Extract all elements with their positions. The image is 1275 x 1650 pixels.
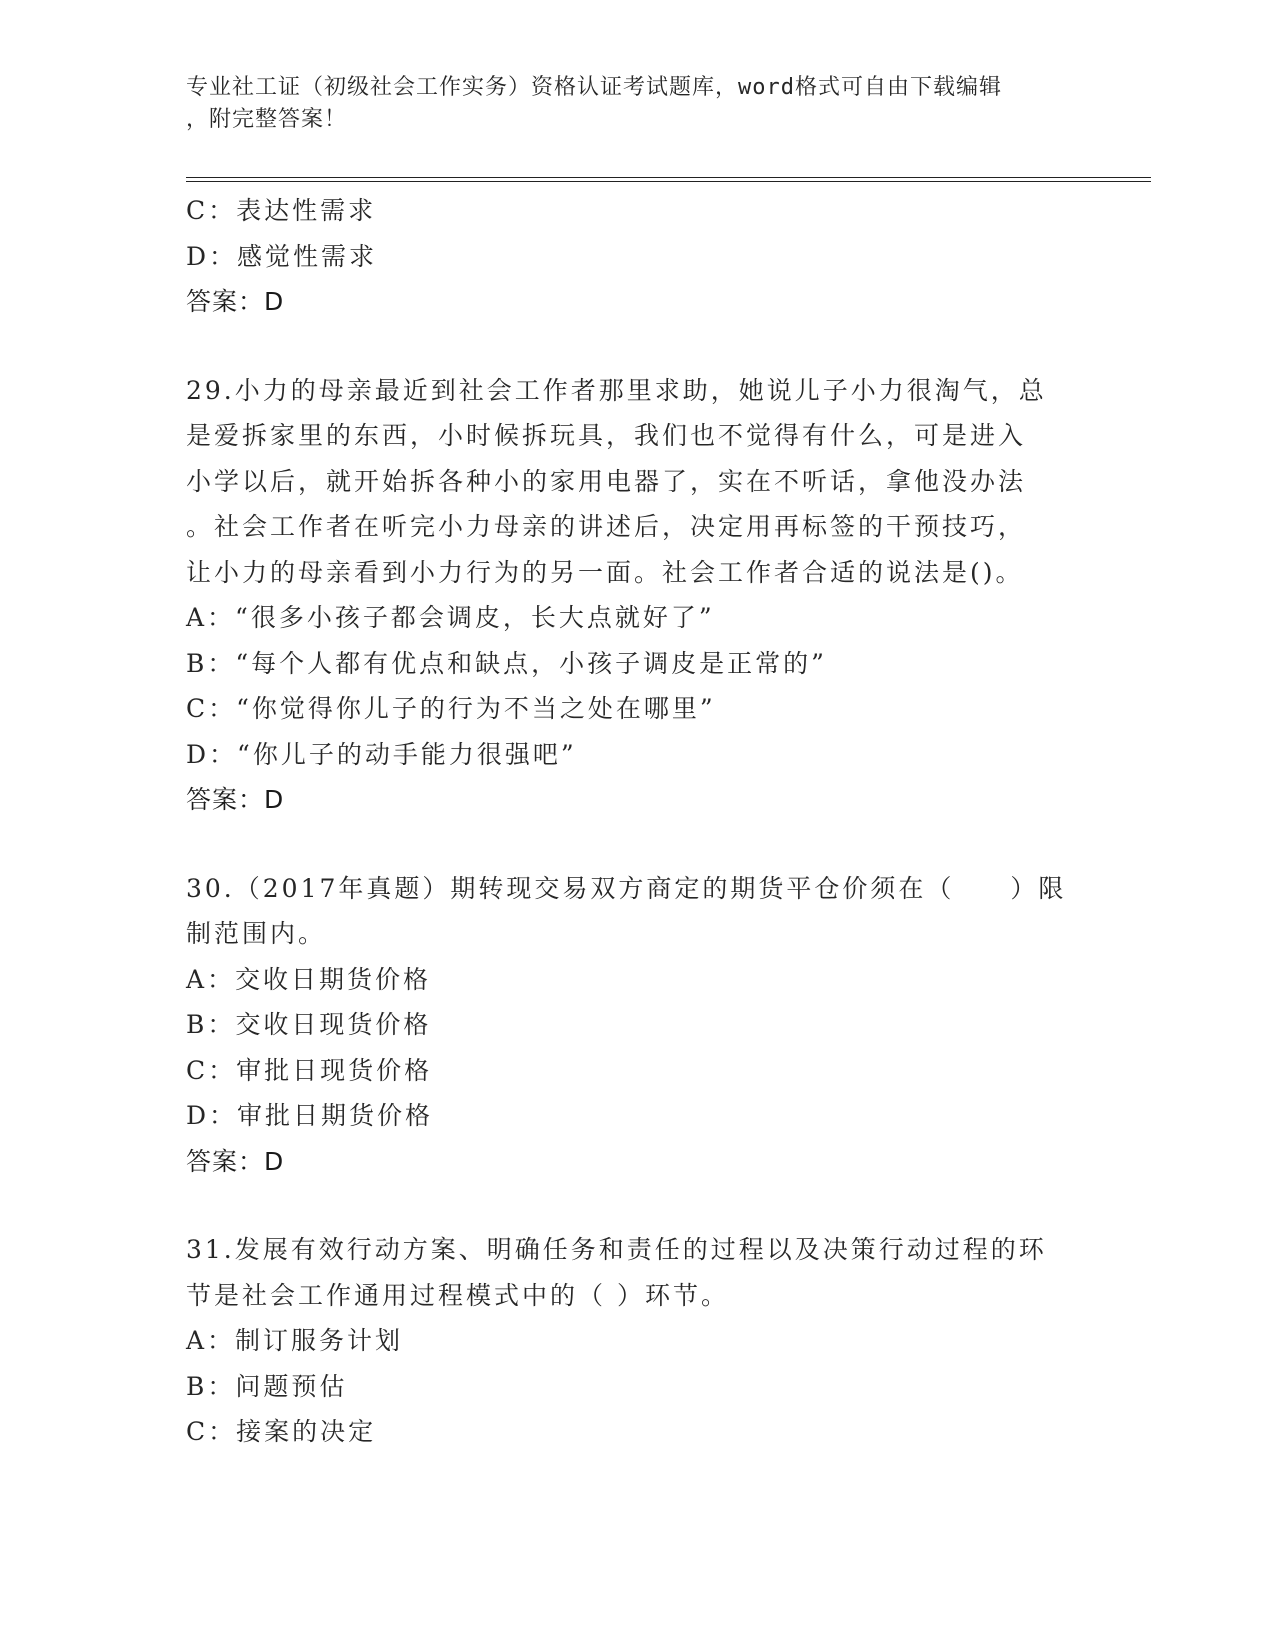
question-29-stem-line: 小学以后，就开始拆各种小的家用电器了，实在不听话，拿他没办法: [186, 466, 1027, 496]
question-28-tail: [186, 188, 1086, 325]
question-29-stem-line: 。社会工作者在听完小力母亲的讲述后，决定用再标签的干预技巧，: [186, 512, 1027, 541]
question-29-answer: 答案：D: [186, 785, 285, 814]
question-29-option-d: D：“你儿子的动手能力很强吧”: [186, 739, 577, 769]
question-28-answer: 答案：D: [186, 287, 285, 316]
question-list: [186, 188, 1086, 1455]
question-30-option-b: B：交收日现货价格: [186, 1010, 432, 1039]
question-29-option-a: A：“很多小孩子都会调皮，长大点就好了”: [186, 603, 715, 632]
header-title-line-2: ，附完整答案！: [186, 107, 348, 132]
question-31-option-a: A：制订服务计划: [186, 1326, 404, 1355]
question-31-option-b: B：问题预估: [186, 1371, 348, 1401]
header-divider-bottom: [186, 181, 1151, 182]
spacer: [186, 823, 1086, 866]
question-30-option-d: D：审批日期货价格: [186, 1101, 434, 1130]
question-31: [186, 1227, 1086, 1455]
document-header: [186, 72, 1066, 136]
question-30-stem-line: 30.（2017年真题）期转现交易双方商定的期货平仓价须在（ ）限: [186, 873, 1067, 903]
question-29-stem-line: 让小力的母亲看到小力行为的另一面。社会工作者合适的说法是()。: [186, 557, 1024, 587]
header-divider-top: [186, 177, 1151, 178]
question-28-option-d: D：感觉性需求: [186, 241, 378, 271]
question-28-option-c: C：表达性需求: [186, 196, 377, 225]
question-31-option-c: C：接案的决定: [186, 1417, 377, 1446]
question-29-stem-line: 是爱拆家里的东西，小时候拆玩具，我们也不觉得有什么，可是进入: [186, 421, 1027, 450]
question-30-answer: 答案：D: [186, 1146, 285, 1176]
spacer: [186, 325, 1086, 368]
question-30-option-c: C：审批日现货价格: [186, 1055, 433, 1085]
question-29-option-b: B：“每个人都有优点和缺点，小孩子调皮是正常的”: [186, 648, 827, 678]
question-30-stem-line: 制范围内。: [186, 919, 327, 948]
question-31-stem-line: 31.发展有效行动方案、明确任务和责任的过程以及决策行动过程的环: [186, 1235, 1047, 1264]
question-30: [186, 866, 1086, 1185]
question-29-option-c: C：“你觉得你儿子的行为不当之处在哪里”: [186, 694, 716, 723]
spacer: [186, 1184, 1086, 1227]
header-title-line-1: 专业社工证（初级社会工作实务）资格认证考试题库，word格式可自由下载编辑: [186, 75, 1002, 100]
question-29: [186, 368, 1086, 823]
question-31-stem-line: 节是社会工作通用过程模式中的（ ）环节。: [186, 1280, 729, 1310]
question-30-option-a: A：交收日期货价格: [186, 964, 432, 994]
question-29-stem-line: 29.小力的母亲最近到社会工作者那里求助，她说儿子小力很淘气，总: [186, 375, 1047, 405]
